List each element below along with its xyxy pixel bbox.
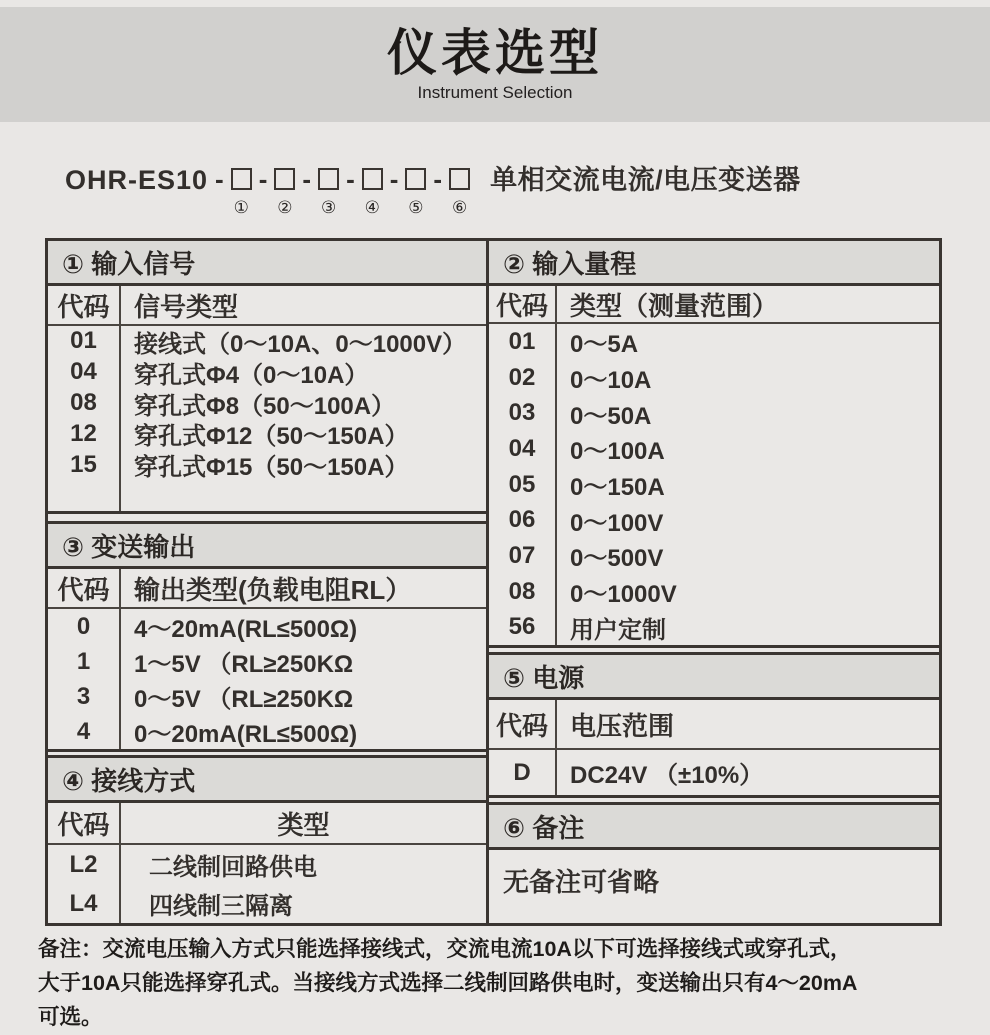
row-code: 08 bbox=[48, 388, 121, 419]
section-1-rows bbox=[48, 326, 486, 514]
footnote bbox=[38, 932, 968, 1034]
dash-separator: - bbox=[433, 164, 443, 194]
row-code: 01 bbox=[489, 324, 557, 360]
title-band bbox=[0, 7, 990, 122]
section-2-header: ② 输入量程 bbox=[489, 241, 939, 286]
row-desc: 穿孔式Φ12（50～150A） bbox=[134, 423, 409, 451]
position-number-3: ③ bbox=[320, 198, 337, 217]
position-number-6: ⑥ bbox=[451, 198, 468, 217]
row-code: L4 bbox=[48, 884, 121, 923]
row-desc: 0～50A bbox=[570, 402, 652, 430]
table-row bbox=[48, 449, 486, 480]
row-desc: DC24V （±10%） bbox=[570, 762, 764, 789]
table-row-spacer bbox=[48, 480, 486, 511]
section-3-header: ③ 变送输出 bbox=[48, 521, 486, 569]
footnote-line-3: 可选。 bbox=[38, 1005, 103, 1029]
table-row bbox=[489, 467, 939, 503]
table-row bbox=[489, 538, 939, 574]
page-subtitle: Instrument Selection bbox=[417, 83, 573, 102]
dash-separator: - bbox=[258, 164, 268, 194]
row-desc: 0～1000V bbox=[570, 581, 677, 609]
product-name: 单相交流电流/电压变送器 bbox=[490, 165, 801, 195]
row-desc: 1～5V （RL≥250KΩ bbox=[134, 651, 354, 678]
row-code: 04 bbox=[48, 357, 121, 388]
row-code: 1 bbox=[48, 644, 121, 679]
model-position-6 bbox=[449, 168, 470, 216]
table-row bbox=[48, 418, 486, 449]
row-desc: 用户定制 bbox=[570, 616, 666, 644]
table-row bbox=[489, 574, 939, 610]
footnote-line-1: 备注：交流电压输入方式只能选择接线式，交流电流10A以下可选择接线式或穿孔式， bbox=[38, 937, 852, 961]
row-desc: 0～5V （RL≥250KΩ bbox=[134, 686, 354, 713]
row-code: 06 bbox=[489, 502, 557, 538]
code-header: 代码 bbox=[48, 286, 121, 324]
table-row bbox=[48, 884, 486, 923]
section-5-rows bbox=[489, 750, 939, 798]
model-box-4 bbox=[362, 168, 383, 190]
table-row bbox=[48, 609, 486, 644]
section-gap bbox=[48, 514, 486, 521]
position-number-4: ④ bbox=[364, 198, 380, 217]
row-desc: 二线制回路供电 bbox=[149, 854, 317, 881]
table-row bbox=[489, 750, 939, 795]
position-number-5: ⑤ bbox=[408, 198, 424, 217]
section-2-rows bbox=[489, 324, 939, 648]
model-box-5 bbox=[405, 168, 426, 190]
row-code: 04 bbox=[489, 431, 557, 467]
row-desc: 0～20mA(RL≤500Ω) bbox=[134, 721, 358, 748]
section-4-column-headers bbox=[48, 803, 486, 845]
section-3-rows bbox=[48, 609, 486, 752]
dash-separator: - bbox=[346, 164, 355, 194]
page-title: 仪表选型 bbox=[387, 25, 603, 81]
type-header: 电压范围 bbox=[570, 710, 675, 741]
footnote-line-2: 大于10A只能选择穿孔式。当接线方式选择二线制回路供电时，变送输出只有4～20mA bbox=[38, 971, 858, 995]
section-6-content: 无备注可省略 bbox=[489, 850, 939, 923]
section-2-column-headers bbox=[489, 286, 939, 324]
model-box-6 bbox=[449, 168, 470, 190]
selection-table bbox=[45, 238, 942, 926]
section-6-header: ⑥ 备注 bbox=[489, 802, 939, 850]
row-code: 4 bbox=[48, 714, 121, 749]
type-header: 输出类型(负载电阻RL） bbox=[134, 574, 412, 605]
table-row bbox=[48, 679, 486, 714]
code-header: 代码 bbox=[489, 700, 557, 748]
model-position-2 bbox=[274, 168, 295, 216]
row-code: D bbox=[489, 750, 557, 795]
table-right-pane bbox=[489, 241, 939, 923]
model-position-3 bbox=[318, 168, 339, 216]
section-4-rows bbox=[48, 845, 486, 923]
row-code: 01 bbox=[48, 326, 121, 357]
model-box-3 bbox=[318, 168, 339, 190]
table-row bbox=[48, 644, 486, 679]
section-4-header: ④ 接线方式 bbox=[48, 755, 486, 803]
table-row bbox=[48, 326, 486, 357]
table-row bbox=[489, 324, 939, 360]
row-desc: 四线制三隔离 bbox=[149, 893, 293, 920]
section-3-column-headers bbox=[48, 569, 486, 609]
model-position-5 bbox=[405, 168, 426, 216]
section-5-column-headers bbox=[489, 700, 939, 750]
row-desc: 接线式（0～10A、0～1000V） bbox=[134, 330, 467, 358]
table-row bbox=[489, 395, 939, 431]
row-code: 02 bbox=[489, 360, 557, 396]
row-code: 08 bbox=[489, 574, 557, 610]
table-row bbox=[489, 609, 939, 645]
row-code: L2 bbox=[48, 845, 121, 884]
model-box-2 bbox=[274, 168, 295, 190]
table-row bbox=[48, 714, 486, 749]
table-row bbox=[48, 845, 486, 884]
row-code: 12 bbox=[48, 418, 121, 449]
code-header: 代码 bbox=[48, 803, 121, 843]
model-prefix: OHR-ES10 bbox=[65, 165, 209, 195]
dash-separator: - bbox=[389, 164, 399, 194]
code-header: 代码 bbox=[489, 286, 557, 322]
table-row bbox=[489, 360, 939, 396]
table-row bbox=[48, 388, 486, 419]
table-left-pane bbox=[48, 241, 489, 923]
row-code: 15 bbox=[48, 449, 121, 480]
row-code: 0 bbox=[48, 609, 121, 644]
table-row bbox=[489, 431, 939, 467]
row-desc: 穿孔式Φ8（50～100A） bbox=[134, 392, 396, 420]
model-position-1 bbox=[231, 168, 252, 216]
row-desc: 穿孔式Φ4（0～10A） bbox=[134, 361, 369, 389]
row-desc: 0～10A bbox=[570, 367, 652, 394]
code-header: 代码 bbox=[48, 569, 121, 607]
row-code: 3 bbox=[48, 679, 121, 714]
section-1-column-headers bbox=[48, 286, 486, 326]
type-header: 信号类型 bbox=[134, 291, 239, 322]
model-position-4 bbox=[362, 168, 383, 216]
table-row bbox=[489, 502, 939, 538]
row-code: 03 bbox=[489, 395, 557, 431]
model-box-1 bbox=[231, 168, 252, 190]
position-number-2: ② bbox=[277, 198, 293, 217]
dash-separator: - bbox=[302, 164, 312, 194]
section-1-header: ① 输入信号 bbox=[48, 241, 486, 286]
row-desc: 0～150A bbox=[570, 474, 665, 502]
row-code: 56 bbox=[489, 609, 557, 645]
row-desc: 0～100V bbox=[570, 509, 664, 537]
type-header: 类型（测量范围） bbox=[570, 290, 779, 321]
row-code: 07 bbox=[489, 538, 557, 574]
row-desc: 穿孔式Φ15（50～150A） bbox=[134, 454, 409, 482]
dash-separator: - bbox=[215, 164, 224, 194]
row-desc: 0～5A bbox=[570, 331, 639, 359]
row-desc: 0～500V bbox=[570, 545, 664, 573]
section-5-header: ⑤ 电源 bbox=[489, 652, 939, 700]
type-header: 类型 bbox=[277, 809, 330, 840]
row-desc: 0～100A bbox=[570, 438, 665, 466]
table-row bbox=[48, 357, 486, 388]
position-number-1: ① bbox=[233, 198, 249, 217]
row-code: 05 bbox=[489, 467, 557, 503]
ordering-code-line bbox=[65, 164, 801, 217]
row-desc: 4～20mA(RL≤500Ω) bbox=[134, 616, 358, 643]
